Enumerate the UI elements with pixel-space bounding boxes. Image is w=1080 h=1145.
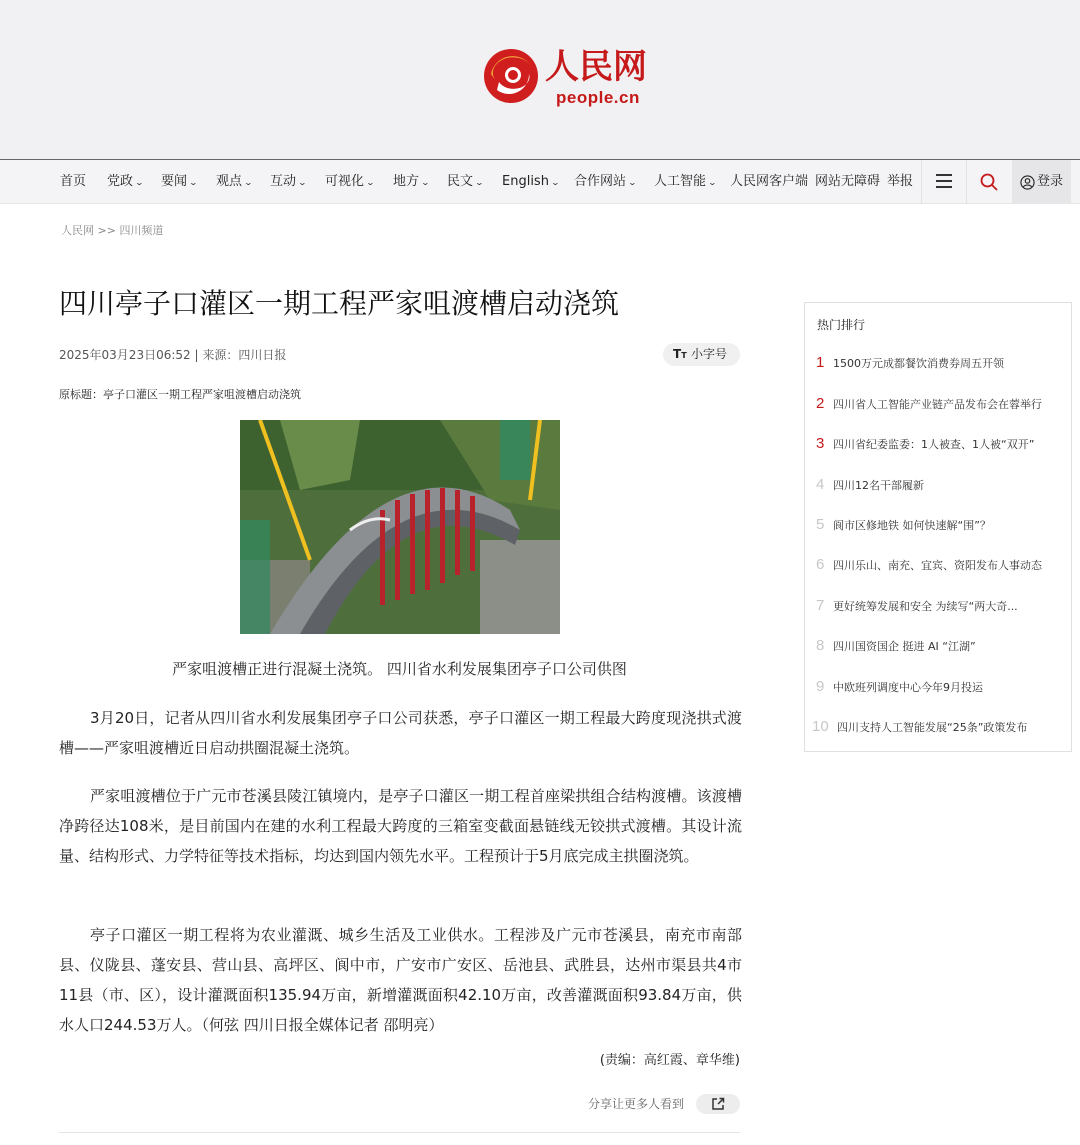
user-icon xyxy=(1020,175,1035,190)
chevron-down-icon: ⌄ xyxy=(134,178,145,187)
article-photo xyxy=(240,420,560,634)
chevron-down-icon: ⌄ xyxy=(707,178,718,187)
hot-list-item[interactable]: 3 四川省纪委监委：1人被查、1人被“双开” xyxy=(816,435,1035,452)
site-header xyxy=(0,0,1080,159)
hot-ranking-title: 热门排行 xyxy=(817,318,866,332)
share-button[interactable] xyxy=(696,1094,740,1114)
article-meta: 2025年03月23日06:52 | 来源：四川日报 xyxy=(59,348,287,362)
hot-list-item[interactable]: 4 四川12名干部履新 xyxy=(816,476,924,493)
original-title: 原标题：亭子口灌区一期工程严家咀渡槽启动浇筑 xyxy=(59,388,301,401)
photo-caption: 严家咀渡槽正进行混凝土浇筑。 四川省水利发展集团亭子口公司供图 xyxy=(172,660,627,678)
article-paragraph: 亭子口灌区一期工程将为农业灌溉、城乡生活及工业供水。工程涉及广元市苍溪县，南充市南部县、仪陇县、蓬安县、营山县、高坪区、阆中市，广安市广安区、岳池县、武胜县，达州市渠县共4市11县（市、区），设计灌溉面积135.94万亩，新增灌溉面积42.10万亩，改善灌溉面积93.84万亩，供水人口244.53万人。（何弦 四川日报全媒体记者 邵明亮） xyxy=(59,926,742,1034)
logo-domain-text: people.cn xyxy=(556,88,640,107)
nav-item-visual[interactable]: 可视化 ⌄ xyxy=(325,160,374,204)
login-button[interactable]: 登录 xyxy=(1012,160,1071,204)
article-divider xyxy=(59,1132,740,1133)
nav-item-interact[interactable]: 互动 ⌄ xyxy=(270,160,306,204)
breadcrumb-home-link[interactable]: 人民网 xyxy=(61,224,94,237)
hot-list-item[interactable]: 1 1500万元成都餐饮消费券周五开领 xyxy=(816,354,1004,371)
search-icon[interactable] xyxy=(980,173,998,191)
menu-icon[interactable] xyxy=(936,174,952,188)
chevron-down-icon: ⌄ xyxy=(420,178,431,187)
main-nav xyxy=(0,159,1080,204)
share-bar xyxy=(588,1094,740,1114)
article-editor: (责编：高红霞、章华维) xyxy=(599,1053,740,1068)
font-size-toggle-button[interactable]: TT 小字号 xyxy=(663,343,740,366)
font-size-icon: TT xyxy=(673,347,687,361)
chevron-down-icon: ⌄ xyxy=(243,178,254,187)
breadcrumb xyxy=(61,222,163,238)
hot-list-item[interactable]: 5 阆市区修地铁 如何快速解“围”？ xyxy=(816,516,991,533)
nav-item-home[interactable]: 首页 xyxy=(60,174,87,189)
nav-item-local[interactable]: 地方 ⌄ xyxy=(393,160,429,204)
hot-list-item[interactable]: 10 四川支持人工智能发展“25条”政策发布 xyxy=(812,718,1028,735)
chevron-down-icon: ⌄ xyxy=(550,178,560,187)
share-label: 分享让更多人看到 xyxy=(588,1097,685,1111)
hot-list-item[interactable]: 9 中欧班列调度中心今年9月投运 xyxy=(816,678,983,695)
nav-item-opinion[interactable]: 观点 ⌄ xyxy=(216,160,252,204)
nav-item-accessibility[interactable]: 网站无障碍 xyxy=(815,174,881,189)
hot-list-item[interactable]: 6 四川乐山、南充、宜宾、资阳发布人事动态 xyxy=(816,556,1042,573)
nav-item-report[interactable]: 举报 xyxy=(887,174,914,189)
hot-list-item[interactable]: 2 四川省人工智能产业链产品发布会在蓉举行 xyxy=(816,395,1042,412)
nav-item-partners[interactable]: 合作网站 ⌄ xyxy=(574,160,636,204)
chevron-down-icon: ⌄ xyxy=(297,178,308,187)
chevron-down-icon: ⌄ xyxy=(474,178,485,187)
chevron-down-icon: ⌄ xyxy=(365,178,376,187)
article-paragraph: 严家咀渡槽位于广元市苍溪县陵江镇境内，是亭子口灌区一期工程首座梁拱组合结构渡槽。该渡槽净跨径达108米，是目前国内在建的水利工程最大跨度的三箱室变截面悬链线无铰拱式渡槽。其设计流量、结构形式、力学特征等技术指标，均达到国内领先水平。工程预计于5月底完成主拱圈浇筑。 xyxy=(59,787,742,865)
hot-list-item[interactable]: 7 更好统筹发展和安全 为续写“两大奇... xyxy=(816,597,1018,614)
nav-item-party[interactable]: 党政 ⌄ xyxy=(107,160,143,204)
hot-ranking-panel xyxy=(804,302,1072,752)
article-title: 四川亭子口灌区一期工程严家咀渡槽启动浇筑 xyxy=(59,287,620,320)
breadcrumb-separator: >> xyxy=(94,224,120,237)
nav-divider xyxy=(921,160,922,204)
nav-item-news[interactable]: 要闻 ⌄ xyxy=(161,160,197,204)
svg-text:人民网: 人民网 xyxy=(545,47,647,87)
article-paragraph: 3月20日，记者从四川省水利发展集团亭子口公司获悉，亭子口灌区一期工程最大跨度现浇拱式渡槽——严家咀渡槽近日启动拱圈混凝土浇筑。 xyxy=(59,709,742,757)
chevron-down-icon: ⌄ xyxy=(188,178,199,187)
nav-divider xyxy=(966,160,967,204)
share-icon xyxy=(711,1097,725,1111)
nav-item-minority[interactable]: 民文 ⌄ xyxy=(447,160,483,204)
nav-item-ai[interactable]: 人工智能 ⌄ xyxy=(654,160,716,204)
hot-list-item[interactable]: 8 四川国资国企 挺进 AI “江湖” xyxy=(816,637,976,654)
chevron-down-icon: ⌄ xyxy=(627,178,638,187)
nav-item-english[interactable]: English ⌄ xyxy=(502,160,559,204)
breadcrumb-channel-link[interactable]: 四川频道 xyxy=(119,224,164,237)
nav-item-app[interactable]: 人民网客户端 xyxy=(730,174,809,189)
